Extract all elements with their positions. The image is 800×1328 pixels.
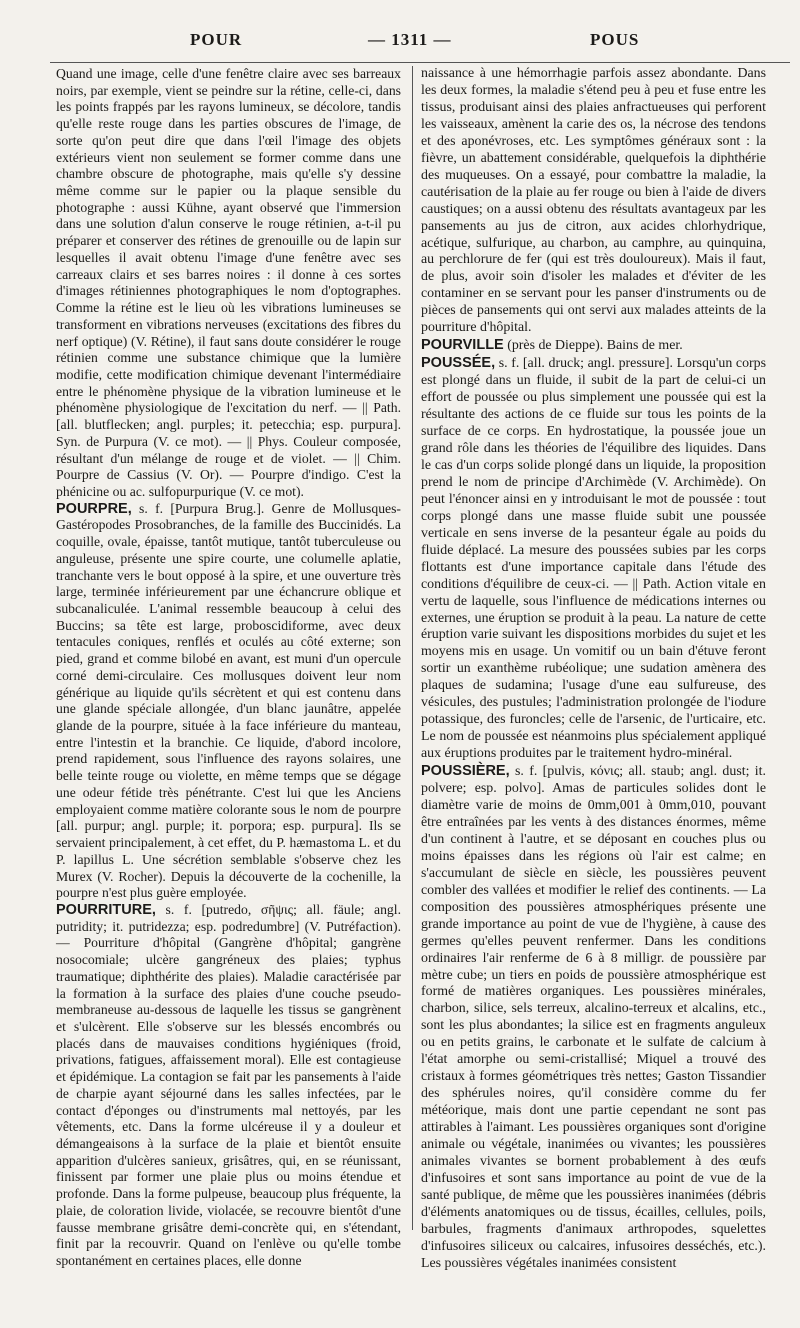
entry-pourriture <box>56 902 401 1270</box>
header-rule <box>50 62 790 63</box>
header-left-word: POUR <box>190 30 243 49</box>
entry-poussee <box>421 355 766 763</box>
retina-paragraph: Quand une image, celle d'une fenêtre claire avec ses barreaux noirs, par exemple, vient se peindre sur la rétine, celle-ci, dans les points frappés par les rayons lumineux, se décolore, tandis qu'elle reste rouge dans les parties obscures de l'image, de sorte qu'on peut dire que dans l'œil l'image des objets extérieurs vient non seulement se former comme dans une chambre obscure de photographe, mais qu'elle s'y dessine même comme sur le papier ou la plaque sensible du photographe : aussi Kühne, ayant observé que l'immersion dans une solution d'alun conserve le rouge rétinien, a-t-il pu préparer et conserver des rétines de grenouille ou de lapin sur lesquelles il avait obtenu l'image d'une fenêtre avec ses carreaux clairs et ses barres noires : il donne à ces sortes d'images rétiniennes photographiques le nom d'optographes. Comme la rétine est le lieu où les vibrations lumineuses se transforment en vibrations nerveuses (excitations des fibres du nerf optique) (V. Rétine), il faut sans doute considérer le rouge rétinien comme une substance chimique que la lumière modifie, cette modification chimique devenant l'intermédiaire entre le phénomène physique de la vibration lumineuse et le phénomène physiologique de l'excitation du nerf. — || Path. [all. blutflecken; angl. purples; it. petecchia; esp. purpura]. Syn. de Purpura (V. ce mot). — || Phys. Couleur composée, résultant d'un mélange de rouge et de violet. — || Chim. Pourpre de Cassius (V. Or). — Pourpre d'indigo. C'est la phénicine ou ac. sulfopurpurique (V. ce mot). <box>56 66 401 499</box>
definition-pourville: (près de Dieppe). Bains de mer. <box>507 338 683 354</box>
page-number: — 1311 — <box>368 30 452 49</box>
definition-pourpre: s. f. [Purpura Brug.]. Genre de Mollusques-Gastéropodes Prosobranches, de la famille des Buccinidés. La coquille, ovale, épaisse, tantôt mutique, tantôt tuberculeuse ou anguleuse, présente une spire courte, une columelle aplatie, tranchante vers le bout opposé à la spire, et une ouverture très large, terminée inférieurement par une échancrure oblique et subcanaliculée. L'animal ressemble beaucoup à celui des Buccins; sa tête est large, proboscidiforme, avec deux tentacules coniques, renflés et oculés au côté externe; son pied, grand et comme bilobé en avant, est muni d'un opercule corné demi-circulaire. Ces mollusques doivent leur nom générique au liquide qu'ils sécrètent et qui est contenu dans une glande spéciale allongée, d'un blanc jaunâtre, appelée glande de la pourpre, située à la face inférieure du manteau, entre l'intestin et la branchie. Ce liquide, d'abord incolore, prend rapidement, sous l'influence des rayons solaires, une belle teinte rouge ou violette, en même temps que se dégage une odeur fétide très pénétrante. C'est lui que les Anciens employaient comme matière colorante sous le nom de pourpre [all. purpur; angl. purple; it. porpora; esp. purpura]. Ils se servaient principalement, à cet effet, du P. hæmastoma L. et du P. lapillus L. Une sécrétion semblable s'observe chez les Murex (V. Rocher). Depuis la découverte de la cochenille, la pourpre n'est plus guère employée. <box>56 500 401 901</box>
definition-poussee: s. f. [all. druck; angl. pressure]. Lorsqu'un corps est plongé dans un fluide, il subit de la part de celui-ci un effort de poussée ou plus simplement une poussée qui est la résultante des actions de ce fluide sur tous les points de la surface de ce corps. En hydrostatique, la poussée joue un grand rôle dans les théories de l'équilibre des liquides. Dans le cas d'un corps solide plongé dans un liquide, la proposition prend le nom de principe d'Archimède (V. Archimède). On peut l'énoncer ainsi en y introduisant le mot de poussée : tout corps plongé dans une masse fluide subit une poussée verticale en sens inverse de la pesanteur égale au poids du fluide déplacé. La mesure des poussées subies par les corps flottants est d'une importance capitale dans l'étude des conditions d'équilibre de ceux-ci. — || Path. Action vitale en vertu de laquelle, sous l'influence de médications internes ou externes, une éruption se produit à la peau. La nature de cette éruption varie suivant les dispositions morbides du sujet et les moyens mis en usage. Un vomitif ou un bain d'étuve feront sortir un exanthème rubéolique; une sudation amènera des plaques de sudamina; l'usage d'une eau sulfureuse, des vésicules, des pustules; l'administration prolongée de l'iodure potassique, des furoncles; celle de l'arsenic, de l'urticaire, etc. Le nom de poussée est néanmoins plus spécialement appliqué aux éruptions produites par le traitement hydro-minéral. <box>421 356 766 762</box>
entry-pourpre <box>56 501 401 902</box>
headword-poussee: POUSSÉE, <box>421 355 496 372</box>
headword-poussiere: POUSSIÈRE, <box>421 763 510 780</box>
running-header <box>50 30 790 60</box>
definition-poussiere: s. f. [pulvis, κόνις; all. staub; angl. dust; it. polvere; esp. polvo]. Amas de particules solides dont le diamètre varie de moins de 0mm,001 à 0mm,010, pouvant être entraînées par les vents à des distances énormes, même d'un continent à l'autre, et se déposant en couches plus ou moins épaisses dans les régions où l'air est calme; en s'accumulant de siècle en siècle, les poussières peuvent combler des vallées et modifier le relief des continents. — La composition des poussières atmosphériques présente une grande importance au point de vue de l'hygiène, à cause des germes qu'elles peuvent renfermer. Dans les conditions ordinaires l'air renferme de 6 à 8 milligr. de poussière par mètre cube; un tiers en poids de poussière atmosphérique est formé de matières organiques. Les poussières minérales, charbon, silice, sels terreux, alcalino-terreux et alcalins, etc., sont les plus abondantes; la silice est en fragments anguleux ou en petits grains, le carbonate et le sulfate de calcium à l'état amorphe ou semi-cristallisé; Miquel a trouvé des cristaux à formes géométriques très nettes; Gaston Tissandier des sphérules noires, qu'il considère comme du fer météorique, mais dont une partie cependant ne sont pas attirables à l'aimant. Les poussières organiques sont d'origine animale ou végétale, inanimées ou vivantes; les poussières animales vivantes se bornent probablement à des œufs d'infusoires et sont sans importance au point de vue de la santé publique, de même que les poussières inanimées (débris d'éléments anatomiques ou de tissus, écailles, cellules, poils, barbules, fragments d'animaux arthropodes, squelettes d'infusoires siliceux ou calcaires, infusoires desséchés, etc.). Les poussières végétales inanimées consistent <box>421 764 766 1271</box>
headword-pourville: POURVILLE <box>421 337 504 354</box>
column-divider <box>412 66 413 1230</box>
headword-pourpre: POURPRE, <box>56 500 132 517</box>
right-column <box>421 66 766 1273</box>
pourriture-continuation: naissance à une hémorrhagie parfois assez abondante. Dans les deux formes, la maladie s'étend peu à peu et fuse entre les tissus, produisant ainsi des plaies anfractueuses qui perforent les vaisseaux, amènent la carie des os, la nécrose des tendons et des aponévroses, etc. Les symptômes généraux sont : la fièvre, un abattement considérable, quelquefois la diphthérie des muqueuses. On a essayé, pour combattre la maladie, la cautérisation de la plaie au fer rouge ou bien à l'aide de divers caustiques; on a aussi obtenu des résultats avantageux par les pansements au jus de citron, aux acides chlorhydrique, acétique, sulfurique, au charbon, au camphre, au quinquina, au perchlorure de fer (qui est très douloureux). Mais il faut, de plus, avoir soin d'isoler les malades et d'éviter de les contaminer en se servant pour les panser d'instruments ou de pièces de pansements qui ont servi aux malades atteints de la pourriture d'hôpital. <box>421 66 766 336</box>
entry-pourville <box>421 337 766 355</box>
header-right-word: POUS <box>590 30 640 49</box>
left-column <box>56 66 401 1270</box>
entry-poussiere <box>421 763 766 1273</box>
definition-pourriture: s. f. [putredo, σῆψις; all. fäule; angl. putridity; it. putridezza; esp. podredumbre] (V. Putréfaction). — Pourriture d'hôpital (Gangrène d'hôpital; gangrène nosocomiale; ulcère gangréneux des plaies; typhus traumatique; diphthérite des plaies). Maladie caractérisée par la formation à la surface des plaies d'une couche pseudo-membraneuse au-dessous de laquelle les tissus se gangrènent et s'ulcèrent. Elle s'observe sur les blessés encombrés ou placés dans de mauvaises conditions hygiéniques (froid, privations, fatigues, affaissement moral). Elle est contagieuse et épidémique. La contagion se fait par les pansements à l'aide de charpie ayant séjourné dans les salles infectées, par le contact d'éponges ou d'instruments mal nettoyés, par les vêtements, etc. Dans la forme ulcéreuse il y a douleur et démangeaisons à la surface de la plaie et bientôt ensuite apparition d'ulcères sanieux, grisâtres, qui, en se réunissant, finissent par former une plaie plus ou moins étendue et profonde. Dans la forme pulpeuse, beaucoup plus fréquente, la plaie, de coloration livide, violacée, se recouvre bientôt d'une fausse membrane grisâtre demi-concrète qui, en s'étendant, finit par la recouvrir. Quand on l'enlève ou qu'elle tombe spontanément en certaines places, elle donne <box>56 901 402 1269</box>
headword-pourriture: POURRITURE, <box>56 901 156 918</box>
